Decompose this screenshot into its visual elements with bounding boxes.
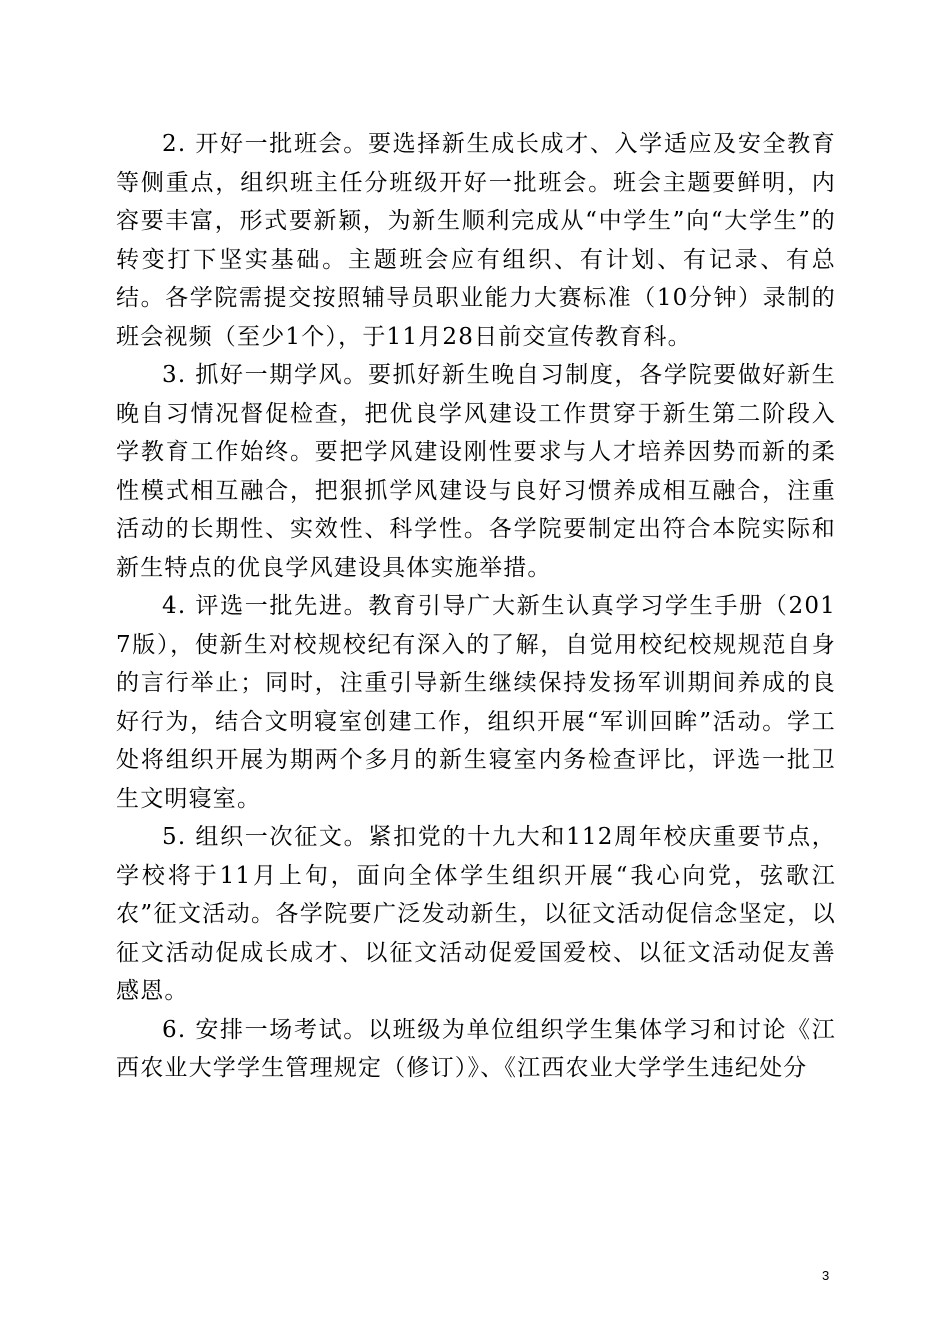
page-number: 3 [822,1268,830,1283]
paragraph-heading: 2. 开好一批班会。 [162,131,368,157]
paragraph-heading: 4. 评选一批先进。 [162,593,369,619]
document-page [116,125,836,1088]
paragraph-body: 紧扣党的十九大和112周年校庆重要节点，学校将于11月上旬，面向全体学生组织开展“我心向党，弦歌江农”征文活动。各学院要广泛发动新生，以征文活动促信念坚定，以征文活动促成长成才、以征文活动促爱国爱校、以征文活动促友善感恩。 [116,824,836,1004]
paragraph-exam [116,1011,836,1088]
paragraph-heading: 5. 组织一次征文。 [162,824,369,850]
paragraph-select-advanced [116,587,836,818]
paragraph-body: 教育引导广大新生认真学习学生手册（2017版），使新生对校规校纪有深入的了解，自觉用校纪校规规范自身的言行举止；同时，注重引导新生继续保持发扬军训期间养成的良好行为，结合文明寝室创建工作，组织开展“军训回眸”活动。学工处将组织开展为期两个多月的新生寝室内务检查评比，评选一批卫生文明寝室。 [116,593,836,812]
paragraph-body: 要抓好新生晚自习制度，各学院要做好新生晚自习情况督促检查，把优良学风建设工作贯穿于新生第二阶段入学教育工作始终。要把学风建设刚性要求与人才培养因势而新的柔性模式相互融合，把狠抓学风建设与良好习惯养成相互融合，注重活动的长期性、实效性、科学性。各学院要制定出符合本院实际和新生特点的优良学风建设具体实施举措。 [116,362,836,581]
paragraph-body: 以班级为单位组织学生集体学习和讨论《江西农业大学学生管理规定（修订）》、《江西农业大学学生违纪处分 [116,1016,836,1081]
paragraph-heading: 6. 安排一场考试。 [162,1016,368,1043]
paragraph-class-meetings [116,125,836,356]
paragraph-body: 要选择新生成长成才、入学适应及安全教育等侧重点，组织班主任分班级开好一批班会。班会主题要鲜明，内容要丰富，形式要新颖，为新生顺利完成从“中学生”向“大学生”的转变打下坚实基础。主题班会应有组织、有计划、有记录、有总结。各学院需提交按照辅导员职业能力大赛标准（10分钟）录制的班会视频（至少1个），于11月28日前交宣传教育科。 [116,131,836,350]
paragraph-study-style [116,356,836,587]
paragraph-essay-contest [116,818,836,1011]
paragraph-heading: 3. 抓好一期学风。 [162,362,368,388]
